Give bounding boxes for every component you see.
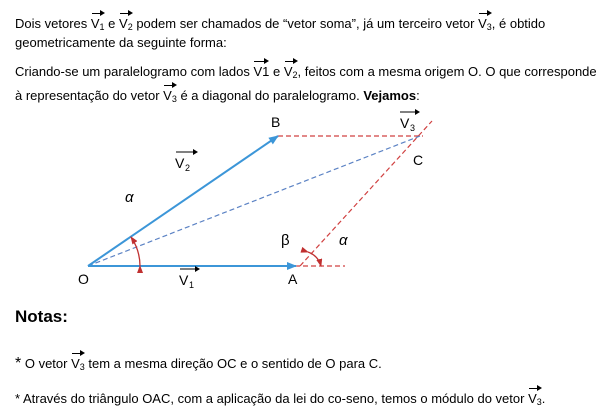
note-1: [15, 350, 382, 374]
para-text-2: e: [269, 64, 284, 79]
angle-arc-a: [308, 252, 321, 266]
notes-heading: Notas:: [15, 307, 68, 326]
note-1-bullet: *: [15, 355, 22, 372]
angle-arc-o: [131, 237, 140, 266]
vector-v1-alt-symbol: V1: [253, 58, 269, 79]
intro-text-1: Dois vetores: [15, 16, 91, 31]
vector-v3-symbol: $V_3$: [528, 385, 542, 409]
svg-text:3: 3: [410, 123, 416, 133]
svg-text:2: 2: [185, 163, 191, 173]
label-b: B: [271, 114, 281, 130]
note-2-text-1: * Através do triângulo OAC, com a aplicação da lei do co-seno, temos o módulo do vetor: [15, 391, 529, 406]
vector-v1-symbol: $V_1$: [91, 10, 105, 34]
vector-v3-symbol: $V_3$: [163, 82, 177, 106]
label-alpha-right: α: [339, 232, 348, 249]
ac-dashed-side: [300, 121, 432, 266]
svg-text:V: V: [400, 115, 410, 131]
label-a: A: [288, 271, 298, 287]
vector-v2-symbol: $V_2$: [119, 10, 133, 34]
para-text-5: :: [416, 88, 420, 103]
note-2: [15, 385, 545, 409]
intro-text-2: e: [104, 16, 120, 31]
label-vector-v2: [175, 149, 198, 173]
vector-v3-symbol: $V_3$: [71, 350, 85, 374]
oc-diagonal-dashed: [88, 136, 420, 266]
svg-text:V: V: [175, 155, 185, 171]
vector-v3-symbol: $V_3$: [478, 10, 492, 34]
label-alpha-left: α: [125, 189, 134, 206]
svg-text:1: 1: [189, 280, 195, 290]
label-beta: β: [281, 232, 290, 249]
intro-text-3: podem ser chamados de “vetor soma”, já um terceiro vetor: [132, 16, 479, 31]
vector-v2-symbol: $V_2$: [284, 58, 298, 82]
intro-text-4: , é obtido geometricamente da seguinte forma:: [15, 16, 546, 50]
note-1-text-1: O vetor: [21, 356, 72, 371]
note-2-text-2: .: [541, 391, 546, 406]
label-vector-v3: [400, 109, 420, 133]
label-c: C: [413, 152, 424, 168]
label-o: O: [78, 271, 89, 287]
label-vector-v1: [179, 266, 200, 290]
svg-text:V: V: [179, 272, 189, 288]
para-text-1: Criando-se um paralelogramo com lados: [15, 64, 254, 79]
para-text-3: , feitos com a mesma origem O. O que corresponde à representação do vetor: [15, 64, 597, 103]
note-1-text-2: tem a mesma direção OC e o sentido de O para C.: [84, 356, 382, 371]
vejamos-bold: Vejamos: [363, 88, 417, 103]
para-text-4: é a diagonal do paralelogramo.: [176, 88, 364, 103]
